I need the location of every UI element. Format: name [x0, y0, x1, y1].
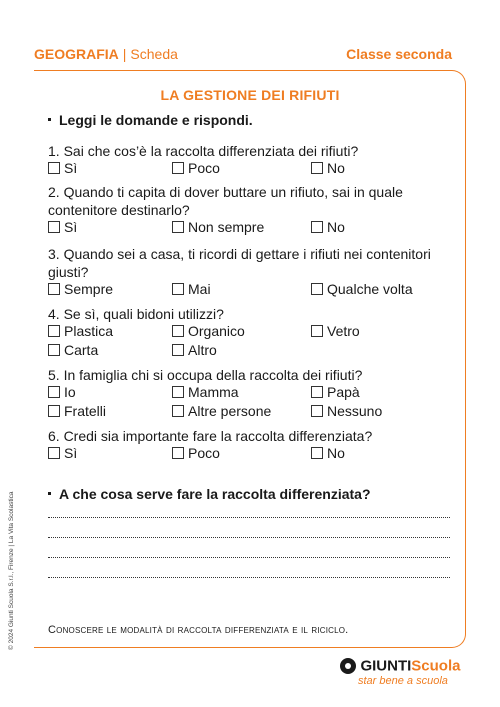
giunti-logo: GIUNTIScuola	[340, 657, 460, 675]
answer-line[interactable]	[48, 537, 450, 538]
bullet-icon	[48, 118, 51, 121]
giunti-logo-icon	[340, 658, 356, 674]
answer-line[interactable]	[48, 577, 450, 578]
question-2: 2. Quando ti capita di dover buttare un rifiuto, sai in quale contenitore destinarlo?	[48, 184, 403, 218]
q5-option-4[interactable]: Fratelli	[48, 403, 106, 419]
question-4: 4. Se sì, quali bidoni utilizzi?	[48, 306, 224, 322]
checkbox[interactable]	[172, 405, 184, 417]
checkbox[interactable]	[172, 386, 184, 398]
q2-option-2[interactable]: Non sempre	[172, 219, 264, 235]
checkbox[interactable]	[311, 162, 323, 174]
checkbox[interactable]	[48, 162, 60, 174]
question-3: 3. Quando sei a casa, ti ricordi di gettare i rifiuti nei contenitori giusti?	[48, 246, 431, 280]
q3-option-1[interactable]: Sempre	[48, 281, 113, 297]
checkbox[interactable]	[48, 221, 60, 233]
header-subject	[34, 46, 178, 62]
brand-tagline: star bene a scuola	[358, 675, 448, 687]
q5-option-2[interactable]: Mamma	[172, 384, 239, 400]
checkbox[interactable]	[48, 386, 60, 398]
q5-option-3[interactable]: Papà	[311, 384, 360, 400]
checkbox[interactable]	[172, 344, 184, 356]
checkbox[interactable]	[311, 325, 323, 337]
checkbox[interactable]	[172, 325, 184, 337]
q5-option-6[interactable]: Nessuno	[311, 403, 382, 419]
q3-option-2[interactable]: Mai	[172, 281, 211, 297]
checkbox[interactable]	[311, 447, 323, 459]
q6-option-3[interactable]: No	[311, 445, 345, 461]
q4-option-5[interactable]: Altro	[172, 342, 217, 358]
q5-option-5[interactable]: Altre persone	[172, 403, 271, 419]
header-separator: |	[122, 46, 127, 62]
q4-option-4[interactable]: Carta	[48, 342, 98, 358]
q4-option-1[interactable]: Plastica	[48, 323, 113, 339]
instruction: Leggi le domande e rispondi.	[48, 112, 253, 128]
checkbox[interactable]	[172, 283, 184, 295]
checkbox[interactable]	[48, 283, 60, 295]
answer-line[interactable]	[48, 557, 450, 558]
question-1: 1. Sai che cos’è la raccolta differenziata dei rifiuti?	[48, 143, 359, 159]
checkbox[interactable]	[172, 221, 184, 233]
q5-option-1[interactable]: Io	[48, 384, 76, 400]
checkbox[interactable]	[48, 405, 60, 417]
class-label: Classe seconda	[346, 46, 452, 62]
q4-option-2[interactable]: Organico	[172, 323, 245, 339]
checkbox[interactable]	[172, 447, 184, 459]
open-question: A che cosa serve fare la raccolta differenziata?	[48, 486, 371, 502]
q3-option-3[interactable]: Qualche volta	[311, 281, 413, 297]
q1-option-3[interactable]: No	[311, 160, 345, 176]
subject-label: GEOGRAFIA	[34, 46, 119, 62]
answer-line[interactable]	[48, 517, 450, 518]
q2-option-3[interactable]: No	[311, 219, 345, 235]
question-6: 6. Credi sia importante fare la raccolta differenziata?	[48, 428, 373, 444]
q2-option-1[interactable]: Sì	[48, 219, 77, 235]
question-5: 5. In famiglia chi si occupa della raccolta dei rifiuti?	[48, 367, 363, 383]
q6-option-2[interactable]: Poco	[172, 445, 220, 461]
copyright-notice: © 2024 Giunti Scuola S.r.l., Firenze | La Vita Scolastica	[8, 491, 15, 650]
q6-option-1[interactable]: Sì	[48, 445, 77, 461]
checkbox[interactable]	[48, 325, 60, 337]
checkbox[interactable]	[311, 386, 323, 398]
checkbox[interactable]	[48, 447, 60, 459]
worksheet-title: LA GESTIONE DEI RIFIUTI	[160, 87, 340, 103]
q4-option-3[interactable]: Vetro	[311, 323, 360, 339]
checkbox[interactable]	[311, 283, 323, 295]
learning-objective: Conoscere le modalità di raccolta differenziata e il riciclo.	[48, 624, 349, 636]
sheet-type-label: Scheda	[130, 46, 178, 62]
checkbox[interactable]	[311, 405, 323, 417]
q1-option-2[interactable]: Poco	[172, 160, 220, 176]
checkbox[interactable]	[172, 162, 184, 174]
q1-option-1[interactable]: Sì	[48, 160, 77, 176]
checkbox[interactable]	[311, 221, 323, 233]
checkbox[interactable]	[48, 344, 60, 356]
bullet-icon	[48, 492, 51, 495]
